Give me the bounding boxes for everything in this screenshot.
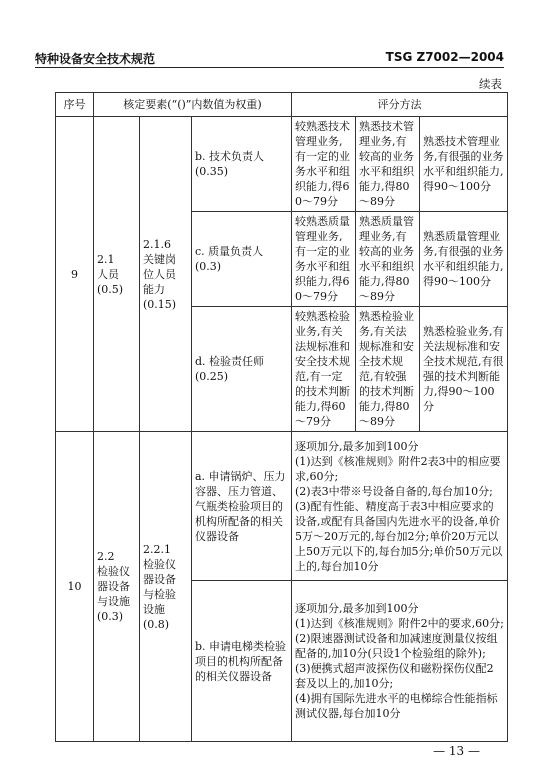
- score-range-low: 较熟悉技术管理业务,有一定的业务水平和组织能力,得60～79分: [292, 117, 356, 212]
- level2-factor: 2.1.6 关键岗 位人员 能力 (0.15): [140, 117, 192, 432]
- score-range-low: 较熟悉检验业务,有关法规标准和安全技术规范,有一定的技术判断能力,得60～79分: [292, 307, 356, 432]
- level3-factor: a. 申请锅炉、压力容器、压力管道、气瓶类检验项目的机构所配备的相关仪器设备: [192, 432, 292, 581]
- score-range-mid: 熟悉技术管理业务,有较高的业务水平和组织能力,得80～89分: [356, 117, 420, 212]
- level3-factor: c. 质量负责人 (0.3): [192, 212, 292, 307]
- score-range-mid: 熟悉检验业务,有关法规标准和安全技术规范,有较强的技术判断能力,得80～89分: [356, 307, 420, 432]
- col-header-method: 评分方法: [292, 93, 508, 117]
- col-header-factor: 核定要素(“()”内数值为权重): [94, 93, 292, 117]
- score-range-high: 熟悉技术管理业务,有很强的业务水平和组织能力,得90～100分: [420, 117, 508, 212]
- score-range-high: 熟悉质量管理业务,有很强的业务水平和组织能力,得90～100分: [420, 212, 508, 307]
- table-header-row: [56, 93, 508, 117]
- page-number: — 13 —: [433, 744, 480, 758]
- table-row: [56, 117, 508, 212]
- scoring-method: 逐项加分,最多加到100分 (1)达到《核准规则》附件2表3中的相应要求,60分; (2)表3中带※号设备自备的,每台加10分; (3)配有性能、精度高于表3中相应要求的设备,或配有具备国内先进水平的设备,单价5万～20万元的,每台加2分;单价20万元以上50万元以下的,每台加5分;单价50万元以上的,每台加10分: [292, 432, 508, 581]
- continued-label: 续表: [479, 77, 502, 91]
- scoring-method: 逐项加分,最多加到100分 (1)达到《核准规则》附件2中的要求,60分; (2)限速器测试设备和加减速度测量仪按组配备的,加10分(只设1个检验组的除外); (3)便携式超声波探伤仪和磁粉探伤仪配2套及以上的,加10分; (4)拥有国际先进水平的电梯综合性能指标测试仪器,每台加10分: [292, 581, 508, 742]
- level3-factor: b. 申请电梯类检验项目的机构所配备的相关仪器设备: [192, 581, 292, 742]
- level3-factor: b. 技术负责人 (0.35): [192, 117, 292, 212]
- scoring-table: [55, 92, 508, 742]
- row-number: 9: [56, 117, 94, 432]
- level1-factor: 2.1 人员 (0.5): [94, 117, 140, 432]
- col-header-no: 序号: [56, 93, 94, 117]
- level2-factor: 2.2.1 检验仪 器设备 与检验 设施 (0.8): [140, 432, 192, 742]
- score-range-mid: 熟悉质量管理业务,有较高的业务水平和组织能力,得80～89分: [356, 212, 420, 307]
- level3-factor: d. 检验责任师 (0.25): [192, 307, 292, 432]
- row-number: 10: [56, 432, 94, 742]
- level1-factor: 2.2 检验仪 器设备 与设施 (0.3): [94, 432, 140, 742]
- doc-series-title: 特种设备安全技术规范: [35, 52, 156, 66]
- score-range-high: 熟悉检验业务,有关法规标准和安全技术规范,有很强的技术判断能力,得90～100分: [420, 307, 508, 432]
- doc-standard-code: TSG Z7002—2004: [385, 50, 504, 64]
- table-row: [56, 432, 508, 581]
- header-rule: [35, 67, 504, 68]
- score-range-low: 较熟悉质量管理业务,有一定的业务水平和组织能力,得60～79分: [292, 212, 356, 307]
